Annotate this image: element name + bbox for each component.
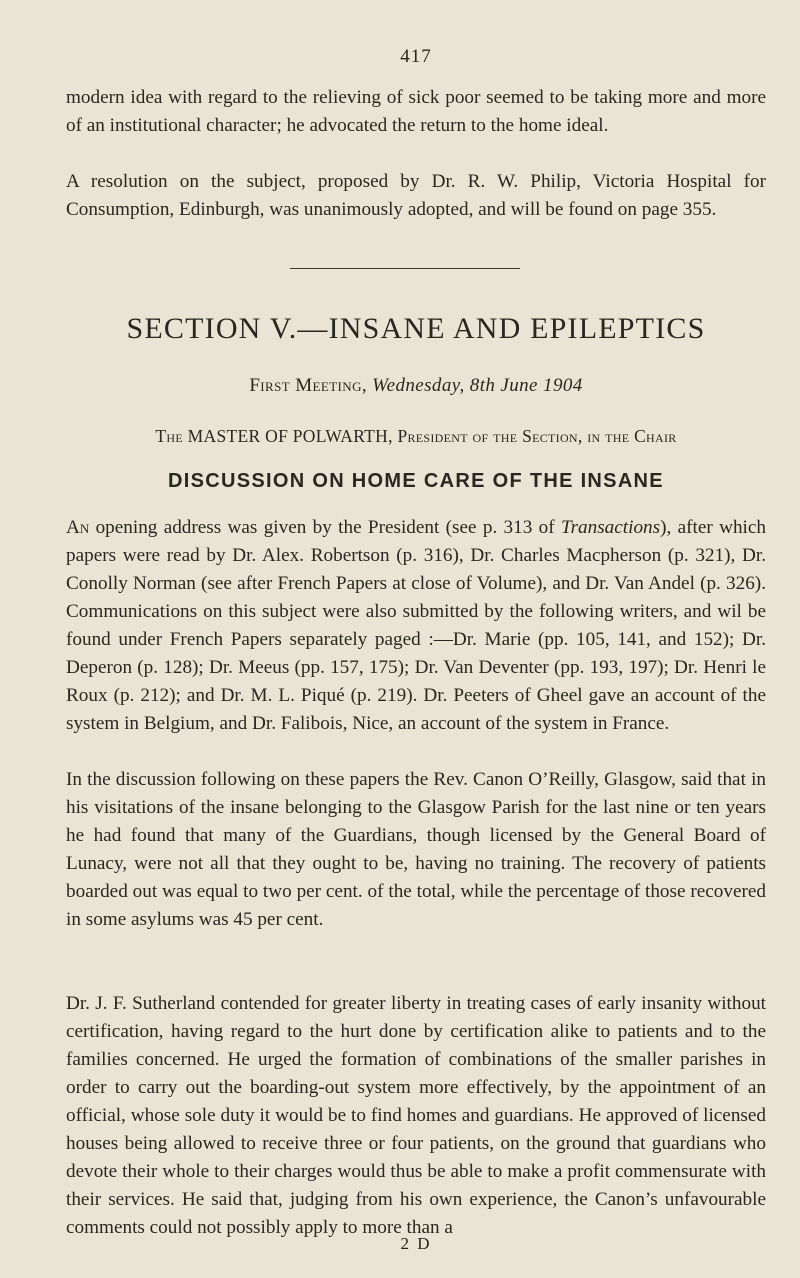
oreilly-block (66, 766, 766, 934)
opening-address-lead: An (66, 517, 90, 538)
oreilly-paragraph: In the discussion following on these papers the Rev. Canon O’Reilly, Glasgow, said that in his visitations of the insane belonging to the Glasgow Parish for the last nine or ten years he had found that many of the Guardians, though licensed by the General Board of Lunacy, were not all that they ought to be, having no training. The recovery of patients boarded out was equal to two per cent. of the total, while the percentage of those recovered in some asylums was 45 per cent. (66, 769, 766, 930)
opening-paragraph: modern idea with regard to the relieving of sick poor seemed to be taking more and more of an institutional character; he advocated the return to the home ideal. (66, 87, 766, 136)
opening-address-paragraph (66, 514, 766, 738)
opening-paragraph-block (66, 84, 766, 140)
signature-mark: 2 D (400, 1234, 432, 1253)
meeting-label: First Meeting, (249, 375, 368, 396)
sutherland-block (66, 990, 766, 1242)
discussion-title: DISCUSSION ON HOME CARE OF THE INSANE (168, 470, 664, 492)
opening-address-block (66, 514, 766, 738)
transactions-title: Transactions (560, 517, 661, 538)
resolution-paragraph-block (66, 168, 766, 224)
section-title: SECTION V.—INSANE AND EPILEPTICS (126, 312, 706, 345)
page-number: 417 (400, 46, 432, 67)
meeting-line (66, 375, 766, 397)
opening-address-text-b: ), after which papers were read by Dr. Alex. Robertson (p. 316), Dr. Charles Macpherson (p. 321), Dr. Conolly Norman (see after French Papers at close of Volume), and Dr. Van Andel (p. 326). Communications on this subject were also submitted by the following writers, and wil be found under French Papers separately paged :—Dr. Marie (pp. 105, 141, and 152); Dr. Deperon (p. 128); Dr. Meeus (pp. 157, 175); Dr. Van Deventer (pp. 193, 197); Dr. Henri le Roux (p. 212); and Dr. M. L. Piqué (p. 219). Dr. Peeters of Gheel gave an account of the system in Belgium, and Dr. Falibois, Nice, an account of the system in France. (66, 517, 766, 734)
opening-address-text-a: opening address was given by the President (see p. 313 of (89, 517, 561, 538)
chair-line: The MASTER OF POLWARTH, President of the Section, in the Chair (155, 426, 677, 446)
meeting-date: Wednesday, 8th June 1904 (372, 375, 583, 396)
resolution-paragraph: A resolution on the subject, proposed by Dr. R. W. Philip, Victoria Hospital for Consumption, Edinburgh, was unanimously adopted, and will be found on page 355. (66, 171, 766, 220)
section-divider (290, 268, 520, 269)
sutherland-paragraph: Dr. J. F. Sutherland contended for greater liberty in treating cases of early insanity without certification, having regard to the hurt done by certification alike to patients and to the families concerned. He urged the formation of combinations of the smaller parishes in order to carry out the boarding-out system more effectively, by the appointment of an official, whose sole duty it would be to find homes and guardians. He approved of licensed houses being allowed to receive three or four patients, on the ground that guardians who devote their whole to their charges would thus be able to make a profit commensurate with their services. He said that, judging from his own experience, the Canon’s unfavourable comments could not possibly apply to more than a (66, 993, 766, 1238)
